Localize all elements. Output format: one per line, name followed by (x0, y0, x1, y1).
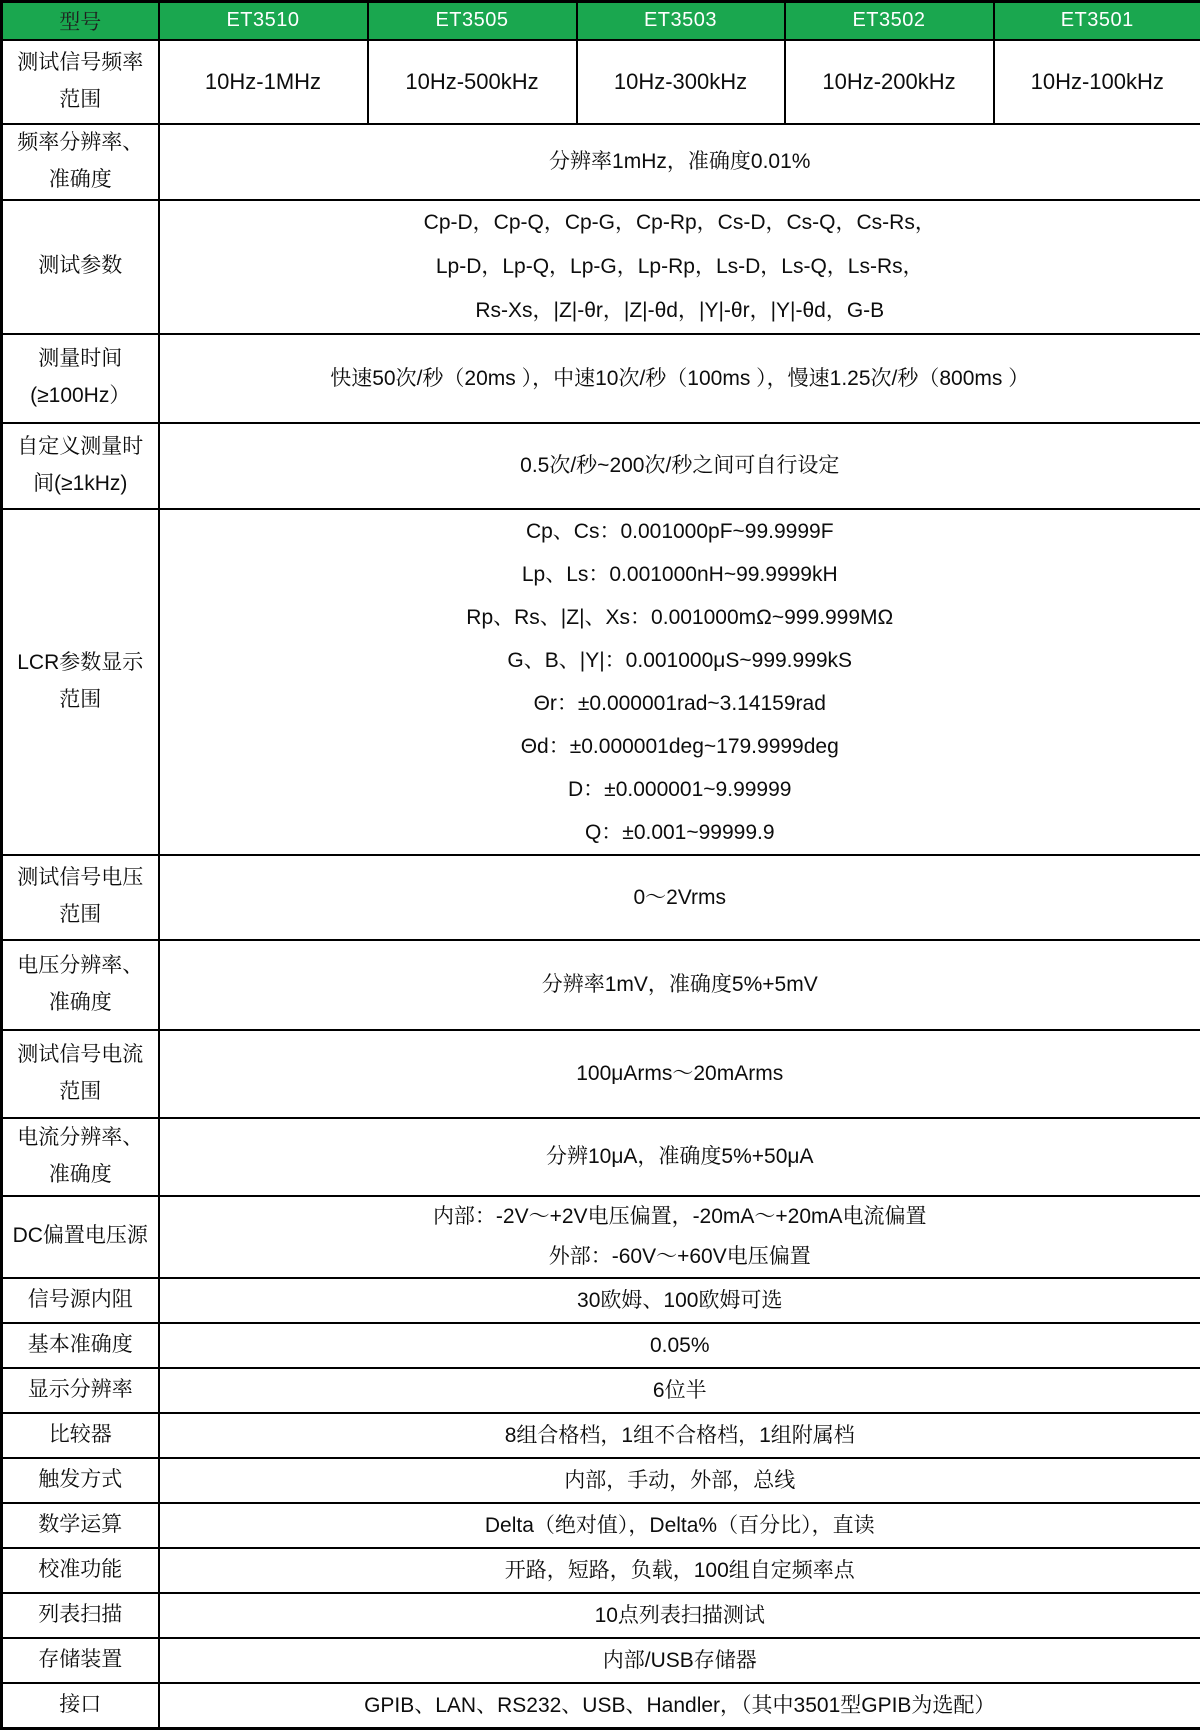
value-line: Rp、Rs、|Z|、Xs：0.001000mΩ~999.999MΩ (160, 596, 1200, 639)
row-test-parameters (2, 200, 1200, 334)
value-line: 分辨10μA，准确度5%+50μA (160, 1135, 1200, 1178)
row-label: 电压分辨率、准确度 (2, 940, 159, 1030)
row-label: 存储装置 (2, 1638, 159, 1683)
header-cell-et3502: ET3502 (785, 2, 994, 40)
value-line: G、B、|Y|：0.001000μS~999.999kS (160, 639, 1200, 682)
row-label: 接口 (2, 1683, 159, 1729)
row-test-current-range (2, 1030, 1200, 1118)
row-trigger-mode (2, 1458, 1200, 1503)
row-label: 测试信号电流范围 (2, 1030, 159, 1118)
header-cell-et3501: ET3501 (994, 2, 1200, 40)
value-line: D：±0.000001~9.99999 (160, 768, 1200, 811)
header-row (2, 2, 1200, 40)
row-label: 触发方式 (2, 1458, 159, 1503)
row-source-impedance (2, 1278, 1200, 1323)
row-voltage-resolution (2, 940, 1200, 1030)
value-line: Delta（绝对值），Delta%（百分比），直读 (160, 1504, 1200, 1547)
row-math-functions (2, 1503, 1200, 1548)
row-label: 比较器 (2, 1413, 159, 1458)
row-value (159, 200, 1200, 334)
header-cell-model-label: 型号 (2, 2, 159, 40)
value-line: 快速50次/秒（20ms ），中速10次/秒（100ms ），慢速1.25次/秒（800ms ） (160, 357, 1200, 400)
row-label: 校准功能 (2, 1548, 159, 1593)
row-value (159, 509, 1200, 855)
value-line: Cp、Cs：0.001000pF~99.9999F (160, 510, 1200, 553)
row-dc-bias-source (2, 1196, 1200, 1278)
value-line: GPIB、LAN、RS232、USB、Handler，（其中3501型GPIB为选配） (160, 1684, 1200, 1727)
row-calibration (2, 1548, 1200, 1593)
freq-value-et3501: 10Hz-100kHz (994, 40, 1200, 124)
row-label: 电流分辨率、准确度 (2, 1118, 159, 1196)
value-line: 0～2Vrms (160, 876, 1200, 919)
value-line: 分辨率1mV，准确度5%+5mV (160, 963, 1200, 1006)
row-label: 基本准确度 (2, 1323, 159, 1368)
row-custom-measurement-time (2, 423, 1200, 509)
row-current-resolution (2, 1118, 1200, 1196)
value-line: 10点列表扫描测试 (160, 1594, 1200, 1637)
row-label: 信号源内阻 (2, 1278, 159, 1323)
value-line: 0.05% (160, 1324, 1200, 1367)
row-label: 测试参数 (2, 200, 159, 334)
row-frequency-range (2, 40, 1200, 124)
row-value (159, 1278, 1200, 1323)
value-line: 内部/USB存储器 (160, 1639, 1200, 1682)
row-comparator (2, 1413, 1200, 1458)
row-label: 测试信号电压范围 (2, 855, 159, 940)
value-line: 外部：-60V～+60V电压偏置 (160, 1237, 1200, 1277)
value-line: Lp、Ls：0.001000nH~99.9999kH (160, 553, 1200, 596)
row-label: 测量时间(≥100Hz） (2, 334, 159, 423)
freq-value-et3502: 10Hz-200kHz (785, 40, 994, 124)
row-value (159, 1030, 1200, 1118)
value-line: 30欧姆、100欧姆可选 (160, 1279, 1200, 1322)
row-label: 数学运算 (2, 1503, 159, 1548)
row-label: 自定义测量时间(≥1kHz) (2, 423, 159, 509)
row-value (159, 1458, 1200, 1503)
row-interfaces (2, 1683, 1200, 1729)
value-line: Lp-D，Lp-Q，Lp-G，Lp-Rp，Ls-D，Ls-Q，Ls-Rs， (160, 245, 1200, 289)
row-value (159, 1413, 1200, 1458)
value-line: 开路，短路，负载，100组自定频率点 (160, 1549, 1200, 1592)
row-value (159, 334, 1200, 423)
row-value (159, 940, 1200, 1030)
row-measurement-time (2, 334, 1200, 423)
value-line: 分辨率1mHz，准确度0.01% (160, 140, 1200, 183)
row-display-resolution (2, 1368, 1200, 1413)
row-value (159, 1368, 1200, 1413)
row-value (159, 1638, 1200, 1683)
row-value (159, 1683, 1200, 1729)
row-list-sweep (2, 1593, 1200, 1638)
header-cell-et3503: ET3503 (577, 2, 785, 40)
row-basic-accuracy (2, 1323, 1200, 1368)
value-line: Θd：±0.000001deg~179.9999deg (160, 725, 1200, 768)
freq-value-et3505: 10Hz-500kHz (368, 40, 577, 124)
row-value (159, 124, 1200, 200)
value-line: Q：±0.001~99999.9 (160, 811, 1200, 854)
value-line: 100μArms～20mArms (160, 1052, 1200, 1095)
value-line: 8组合格档，1组不合格档，1组附属档 (160, 1414, 1200, 1457)
header-cell-et3505: ET3505 (368, 2, 577, 40)
row-storage (2, 1638, 1200, 1683)
freq-value-et3503: 10Hz-300kHz (577, 40, 785, 124)
value-line: 内部，手动，外部，总线 (160, 1459, 1200, 1502)
value-line: Rs-Xs，|Z|-θr，|Z|-θd，|Y|-θr，|Y|-θd，G-B (160, 289, 1200, 333)
row-frequency-resolution (2, 124, 1200, 200)
value-line: 6位半 (160, 1369, 1200, 1412)
value-line: 内部：-2V～+2V电压偏置，-20mA～+20mA电流偏置 (160, 1197, 1200, 1237)
row-value (159, 423, 1200, 509)
row-lcr-display-range (2, 509, 1200, 855)
row-label: LCR参数显示范围 (2, 509, 159, 855)
row-value (159, 1196, 1200, 1278)
value-line: Cp-D，Cp-Q，Cp-G，Cp-Rp，Cs-D，Cs-Q，Cs-Rs， (160, 201, 1200, 245)
row-label: DC偏置电压源 (2, 1196, 159, 1278)
row-value (159, 855, 1200, 940)
row-label: 列表扫描 (2, 1593, 159, 1638)
row-label: 显示分辨率 (2, 1368, 159, 1413)
row-value (159, 1548, 1200, 1593)
row-label: 频率分辨率、准确度 (2, 124, 159, 200)
row-test-voltage-range (2, 855, 1200, 940)
value-line: 0.5次/秒~200次/秒之间可自行设定 (160, 444, 1200, 487)
row-value (159, 1593, 1200, 1638)
row-value (159, 1118, 1200, 1196)
row-value (159, 1503, 1200, 1548)
row-label: 测试信号频率范围 (2, 40, 159, 124)
value-line: Θr：±0.000001rad~3.14159rad (160, 682, 1200, 725)
row-value (159, 1323, 1200, 1368)
freq-value-et3510: 10Hz-1MHz (159, 40, 368, 124)
header-cell-et3510: ET3510 (159, 2, 368, 40)
